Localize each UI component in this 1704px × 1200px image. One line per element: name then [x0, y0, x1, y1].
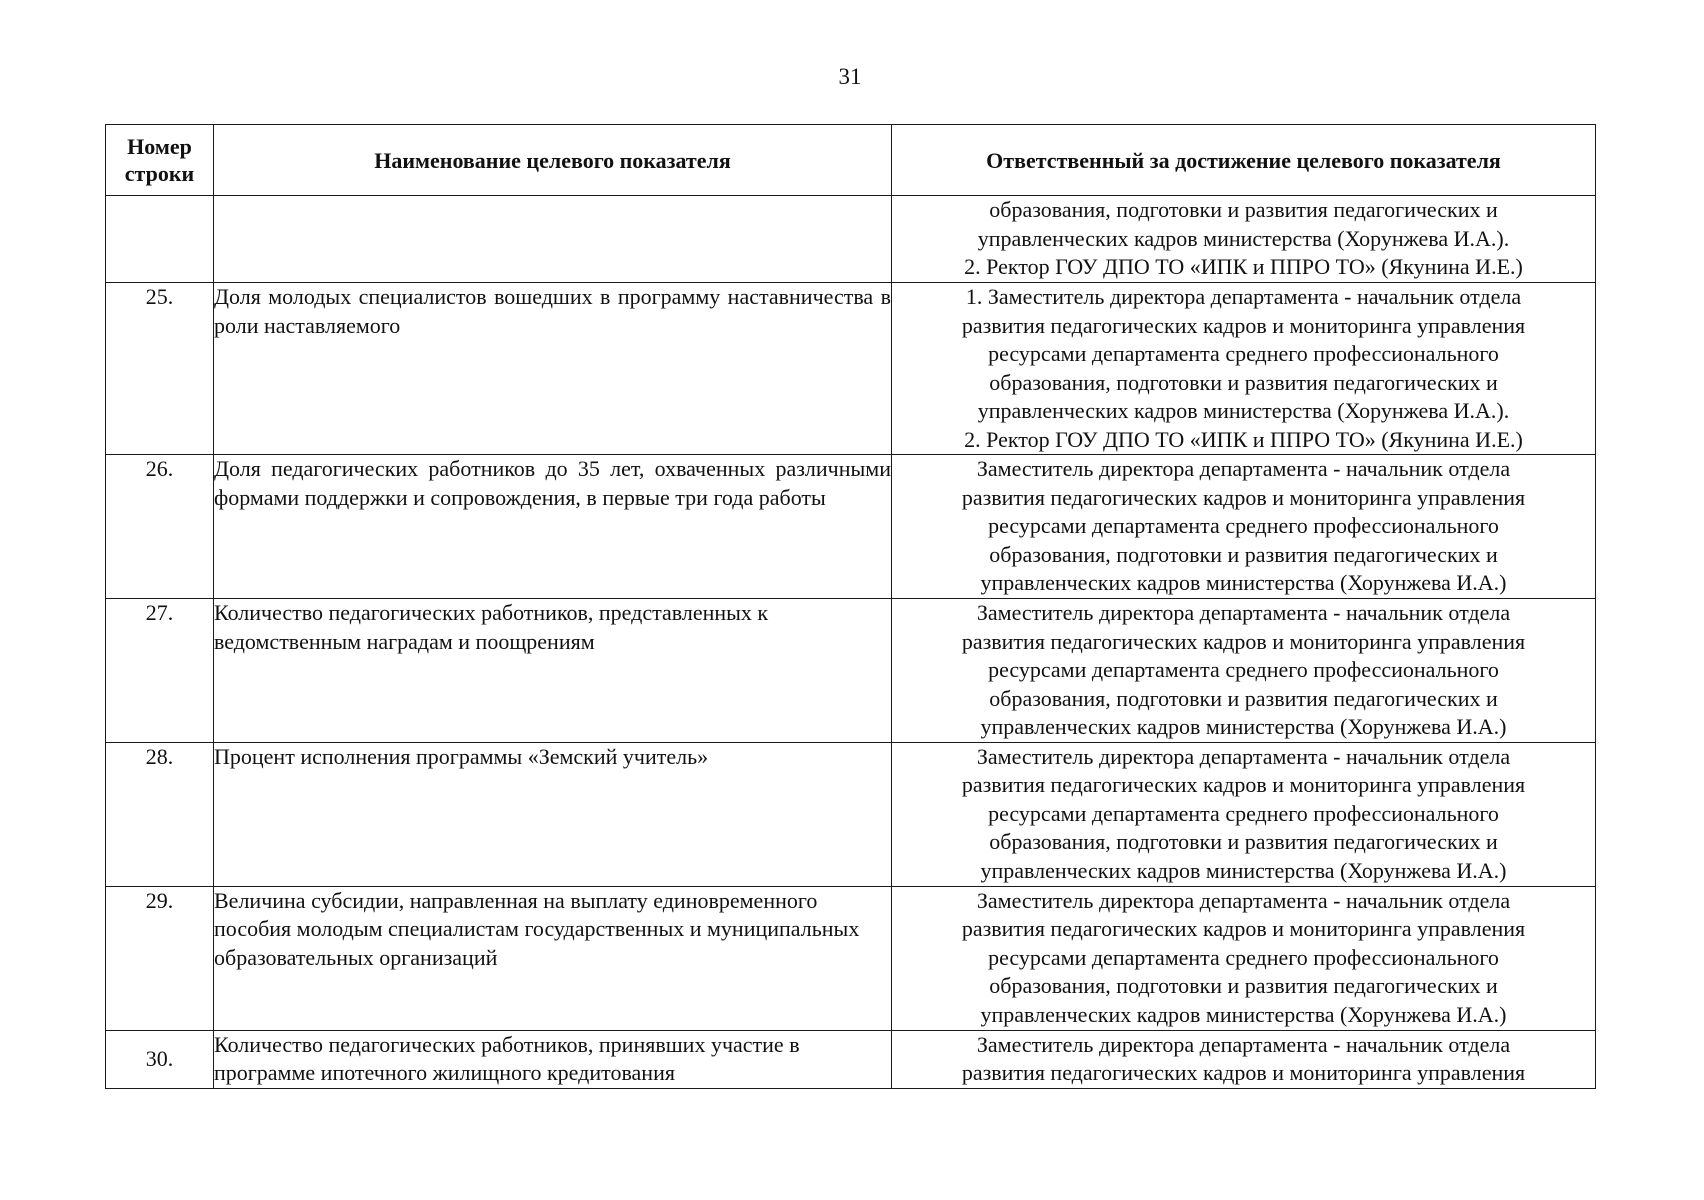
responsible-cell [892, 742, 1596, 886]
responsible-line: 1. Заместитель директора департамента - начальник отдела [965, 284, 1522, 309]
responsible-line: ресурсами департамента среднего профессионального [988, 657, 1499, 682]
responsible-cell [892, 599, 1596, 743]
table-row [106, 283, 1596, 455]
responsible-line: ресурсами департамента среднего профессионального [988, 513, 1499, 538]
responsible-cell [892, 283, 1596, 455]
header-responsible: Ответственный за достижение целевого показателя [892, 125, 1596, 196]
row-number: 30. [106, 1030, 214, 1088]
responsible-line: образования, подготовки и развития педагогических и [989, 369, 1498, 395]
responsible-line: развития педагогических кадров и мониторинга управления [961, 484, 1526, 510]
header-indicator-name: Наименование целевого показателя [214, 125, 892, 196]
responsible-line: развития педагогических кадров и мониторинга управления [961, 628, 1526, 654]
responsible-line: Заместитель директора департамента - начальник отдела [976, 1031, 1511, 1057]
responsible-line: управленческих кадров министерства (Хорунжева И.А.) [980, 570, 1507, 595]
responsible-line: ресурсами департамента среднего профессионального [988, 800, 1499, 826]
table-row [106, 455, 1596, 599]
responsible-line: 2. Ректор ГОУ ДПО ТО «ИПК и ППРО ТО» (Якунина И.Е.) [964, 426, 1523, 452]
responsible-cell [892, 196, 1596, 283]
responsible-line: образования, подготовки и развития педагогических и [989, 197, 1498, 222]
indicator-name: Доля молодых специалистов вошедших в программу наставничества в роли наставляемого [214, 283, 892, 455]
responsible-line: развития педагогических кадров и мониторинга управления [961, 772, 1526, 797]
table-row [106, 886, 1596, 1030]
indicator-name: Процент исполнения программы «Земский учитель» [214, 742, 892, 886]
row-number [106, 196, 214, 283]
responsible-line: ресурсами департамента среднего профессионального [988, 944, 1499, 970]
responsible-line: управленческих кадров министерства (Хорунжева И.А.). [977, 225, 1510, 251]
responsible-cell [892, 455, 1596, 599]
responsible-line: управленческих кадров министерства (Хорунжева И.А.) [980, 714, 1507, 739]
row-number: 29. [106, 886, 214, 1030]
responsible-cell [892, 886, 1596, 1030]
responsible-line: образования, подготовки и развития педагогических и [989, 973, 1498, 998]
indicator-name: Количество педагогических работников, представленных к ведомственным наградам и поощрениям [214, 599, 892, 743]
responsible-line: развития педагогических кадров и мониторинга управления [961, 312, 1526, 338]
responsible-line: развития педагогических кадров и мониторинга управления [961, 916, 1526, 941]
responsible-line: образования, подготовки и развития педагогических и [989, 541, 1498, 567]
responsible-line: Заместитель директора департамента - начальник отдела [976, 456, 1511, 481]
responsible-line: образования, подготовки и развития педагогических и [989, 829, 1498, 854]
table-row [106, 196, 1596, 283]
table-row [106, 599, 1596, 743]
responsible-line: управленческих кадров министерства (Хорунжева И.А.) [980, 1001, 1507, 1027]
responsible-line: управленческих кадров министерства (Хорунжева И.А.) [980, 857, 1507, 883]
table-row [106, 1030, 1596, 1088]
indicator-name: Величина субсидии, направленная на выплату единовременного пособия молодым специалистам государственных и муниципальных образовательных организаций [214, 886, 892, 1030]
row-number: 25. [106, 283, 214, 455]
indicator-name: Доля педагогических работников до 35 лет, охваченных различными формами поддержки и сопровождения, в первые три года работы [214, 455, 892, 599]
row-number: 27. [106, 599, 214, 743]
indicator-name [214, 196, 892, 283]
table-row [106, 742, 1596, 886]
responsible-line: Заместитель директора департамента - начальник отдела [976, 887, 1511, 913]
responsible-line: Заместитель директора департамента - начальник отдела [976, 743, 1511, 769]
indicators-table [105, 124, 1596, 1089]
responsible-line: управленческих кадров министерства (Хорунжева И.А.). [977, 398, 1510, 423]
indicator-name: Количество педагогических работников, принявших участие в программе ипотечного жилищного кредитования [214, 1030, 892, 1088]
page-number: 31 [838, 64, 862, 89]
responsible-cell [892, 1030, 1596, 1088]
table-header-row [106, 125, 1596, 196]
row-number: 28. [106, 742, 214, 886]
responsible-line: развития педагогических кадров и мониторинга управления [961, 1060, 1526, 1085]
header-row-number: Номер строки [106, 125, 214, 196]
responsible-line: Заместитель директора департамента - начальник отдела [976, 600, 1511, 625]
row-number: 26. [106, 455, 214, 599]
responsible-line: образования, подготовки и развития педагогических и [989, 685, 1498, 711]
responsible-line: 2. Ректор ГОУ ДПО ТО «ИПК и ППРО ТО» (Якунина И.Е.) [964, 254, 1523, 279]
responsible-line: ресурсами департамента среднего профессионального [988, 341, 1499, 366]
